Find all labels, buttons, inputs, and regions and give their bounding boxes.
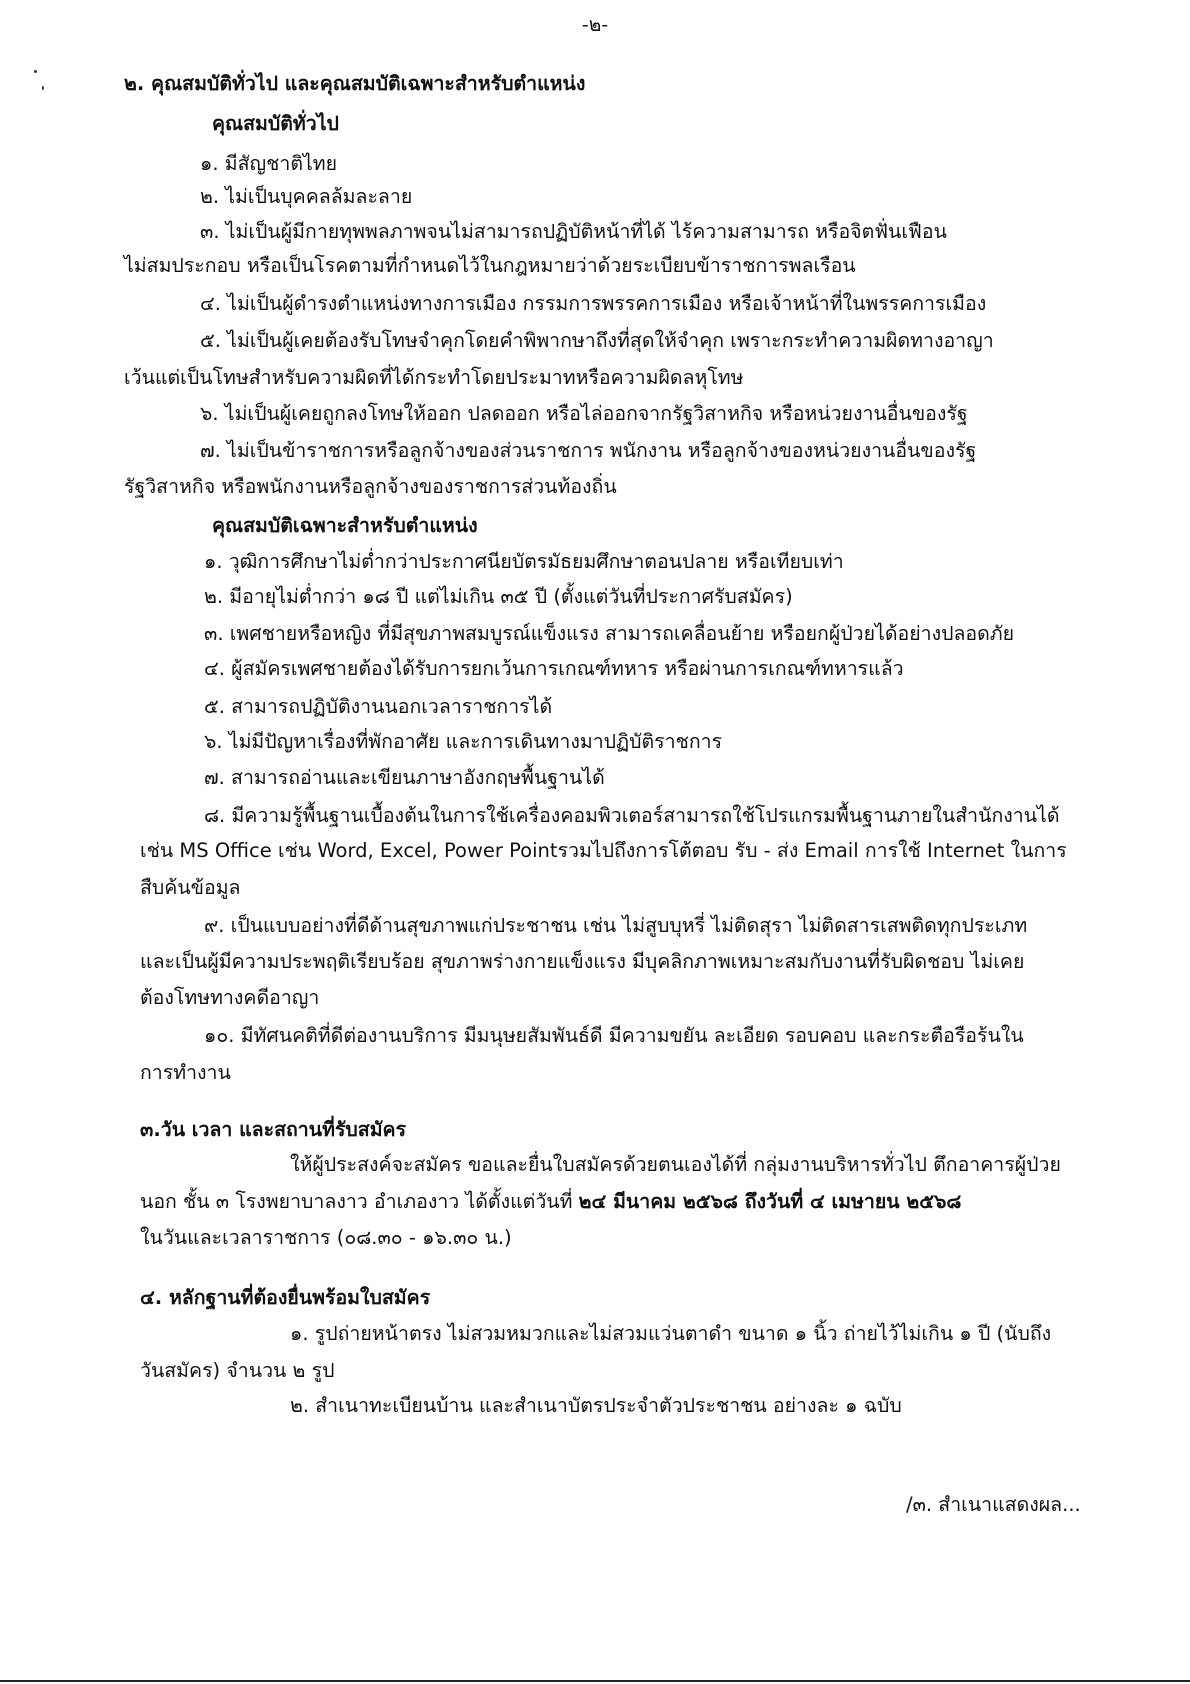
document-item: ๑. รูปถ่ายหน้าตรง ไม่สวมหมวกและไม่สวมแว่นตาดำ ขนาด ๑ นิ้ว ถ่ายไว้ไม่เกิน ๑ ปี (นับถึง xyxy=(290,1322,1052,1345)
section-3-heading: ๓.วัน เวลา และสถานที่รับสมัคร xyxy=(140,1118,407,1141)
specific-item-continuation: เช่น MS Office เช่น Word, Excel, Power Pointรวมไปถึงการโต้ตอบ รับ - ส่ง Email การใช้ Internet ในการ xyxy=(140,839,1067,862)
application-dates: ๒๔ มีนาคม ๒๕๖๘ ถึงวันที่ ๔ เมษายน ๒๕๖๘ xyxy=(578,1190,962,1213)
bottom-rule xyxy=(0,1680,1190,1682)
specific-item: ๑. วุฒิการศึกษาไม่ต่ำกว่าประกาศนียบัตรมัธยมศึกษาตอนปลาย หรือเทียบเท่า xyxy=(204,550,844,573)
section-2-heading: ๒. คุณสมบัติทั่วไป และคุณสมบัติเฉพาะสำหรับตำแหน่ง xyxy=(124,72,586,95)
section-3-text xyxy=(140,1188,961,1216)
specific-item: ๘. มีความรู้พื้นฐานเบื้องต้นในการใช้เครื่องคอมพิวเตอร์สามารถใช้โปรแกรมพื้นฐานภายในสำนักงานได้ xyxy=(204,804,1060,827)
general-item: ๕. ไม่เป็นผู้เคยต้องรับโทษจำคุกโดยคำพิพากษาถึงที่สุดให้จำคุก เพราะกระทำความผิดทางอาญา xyxy=(200,329,994,352)
specific-item-continuation: สืบค้นข้อมูล xyxy=(140,876,241,899)
specific-item: ๗. สามารถอ่านและเขียนภาษาอังกฤษพื้นฐานได้ xyxy=(204,766,605,789)
section-3-text-prefix: นอก ชั้น ๓ โรงพยาบาลงาว อำเภองาว ได้ตั้งแต่วันที่ xyxy=(140,1190,579,1213)
general-item-continuation: ไม่สมประกอบ หรือเป็นโรคตามที่กำหนดไว้ในกฎหมายว่าด้วยระเบียบข้าราชการพลเรือน xyxy=(124,254,856,277)
section-4-heading: ๔. หลักฐานที่ต้องยื่นพร้อมใบสมัคร xyxy=(140,1286,431,1309)
general-item: ๒. ไม่เป็นบุคคลล้มละลาย xyxy=(200,185,413,208)
specific-item: ๕. สามารถปฏิบัติงานนอกเวลาราชการได้ xyxy=(204,695,553,718)
document-item: ๒. สำเนาทะเบียนบ้าน และสำเนาบัตรประจำตัวประชาชน อย่างละ ๑ ฉบับ xyxy=(290,1394,902,1417)
specific-item-continuation: ต้องโทษทางคดีอาญา xyxy=(140,986,320,1009)
document-item-continuation: วันสมัคร) จำนวน ๒ รูป xyxy=(140,1359,335,1382)
general-item: ๑. มีสัญชาติไทย xyxy=(200,152,338,175)
specific-item: ๒. มีอายุไม่ต่ำกว่า ๑๘ ปี แต่ไม่เกิน ๓๕ ปี (ตั้งแต่วันที่ประกาศรับสมัคร) xyxy=(204,585,793,608)
general-qualifications-heading: คุณสมบัติทั่วไป xyxy=(212,112,339,135)
specific-item: ๓. เพศชายหรือหญิง ที่มีสุขภาพสมบูรณ์แข็งแรง สามารถเคลื่อนย้าย หรือยกผู้ป่วยได้อย่างปลอดภัย xyxy=(204,622,1015,645)
scan-speck xyxy=(34,70,37,73)
specific-item: ๑๐. มีทัศนคติที่ดีต่องานบริการ มีมนุษยสัมพันธ์ดี มีความขยัน ละเอียด รอบคอบ และกระตือรือร้นใน xyxy=(204,1024,1024,1047)
specific-qualifications-heading: คุณสมบัติเฉพาะสำหรับตำแหน่ง xyxy=(212,514,478,537)
specific-item-continuation: และเป็นผู้มีความประพฤติเรียบร้อย สุขภาพร่างกายแข็งแรง มีบุคลิกภาพเหมาะสมกับงานที่รับผิดชอบ ไม่เคย xyxy=(140,950,1025,973)
general-item: ๔. ไม่เป็นผู้ดำรงตำแหน่งทางการเมือง กรรมการพรรคการเมือง หรือเจ้าหน้าที่ในพรรคการเมือง xyxy=(200,292,987,315)
general-item: ๓. ไม่เป็นผู้มีกายทุพพลภาพจนไม่สามารถปฏิบัติหน้าที่ได้ ไร้ความสามารถ หรือจิตฟั่นเฟือน xyxy=(200,220,947,243)
section-3-text: ให้ผู้ประสงค์จะสมัคร ขอและยื่นใบสมัครด้วยตนเองได้ที่ กลุ่มงานบริหารทั่วไป ตึกอาคารผู้ป่วย xyxy=(290,1153,1061,1176)
section-3-text: ในวันและเวลาราชการ (๐๘.๓๐ - ๑๖.๓๐ น.) xyxy=(140,1226,512,1249)
scan-speck xyxy=(42,86,44,90)
specific-item: ๙. เป็นแบบอย่างที่ดีด้านสุขภาพแก่ประชาชน เช่น ไม่สูบบุหรี่ ไม่ติดสุรา ไม่ติดสารเสพติดทุกประเภท xyxy=(204,914,1028,937)
general-item: ๖. ไม่เป็นผู้เคยถูกลงโทษให้ออก ปลดออก หรือไล่ออกจากรัฐวิสาหกิจ หรือหน่วยงานอื่นของรัฐ xyxy=(200,402,968,425)
specific-item-continuation: การทำงาน xyxy=(140,1061,231,1084)
general-item-continuation: เว้นแต่เป็นโทษสำหรับความผิดที่ได้กระทำโดยประมาทหรือความผิดลหุโทษ xyxy=(124,366,744,389)
page-number: -๒- xyxy=(581,14,609,36)
general-item-continuation: รัฐวิสาหกิจ หรือพนักงานหรือลูกจ้างของราชการส่วนท้องถิ่น xyxy=(124,475,617,498)
continuation-note: /๓. สำเนาแสดงผล... xyxy=(906,1493,1081,1516)
specific-item: ๔. ผู้สมัครเพศชายต้องได้รับการยกเว้นการเกณฑ์ทหาร หรือผ่านการเกณฑ์ทหารแล้ว xyxy=(204,657,904,680)
general-item: ๗. ไม่เป็นข้าราชการหรือลูกจ้างของส่วนราชการ พนักงาน หรือลูกจ้างของหน่วยงานอื่นของรัฐ xyxy=(200,439,977,462)
specific-item: ๖. ไม่มีปัญหาเรื่องที่พักอาศัย และการเดินทางมาปฏิบัติราชการ xyxy=(204,730,723,753)
